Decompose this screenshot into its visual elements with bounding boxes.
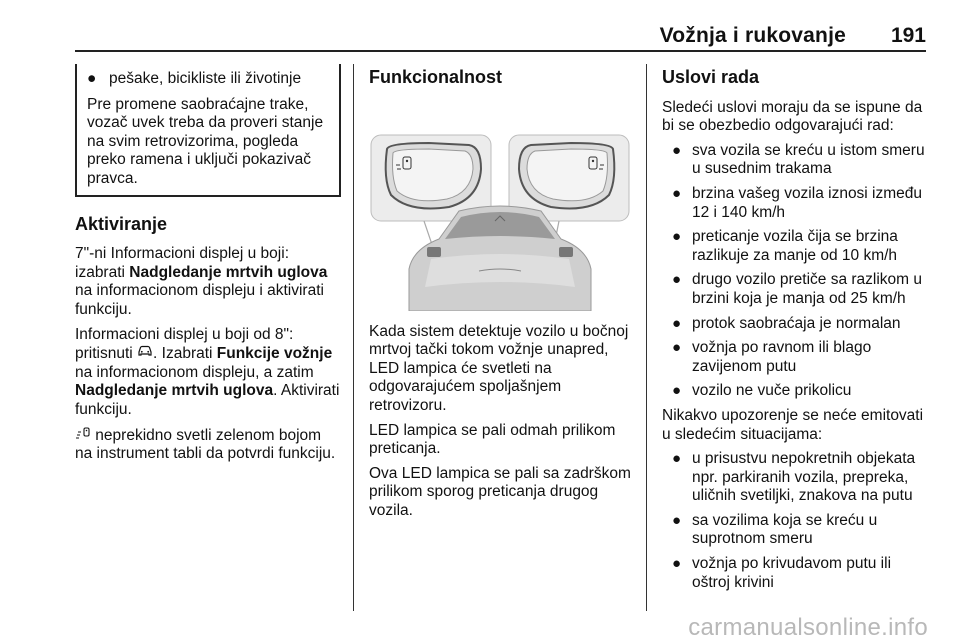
box-bullet-text: pešake, bicikliste ili životinje <box>109 70 302 87</box>
box-paragraph: Pre promene saobraćajne trake, vozač uvek treba da proveri stanje na svim retrovizorima, pogleda preko ramena i uključi pokazivač pravca. <box>87 95 324 187</box>
chapter-title: Vožnja i rukovanje <box>659 24 846 47</box>
mirror-illustration <box>369 99 631 311</box>
exceptions-list <box>662 450 928 592</box>
paragraph-function-1: Kada sistem detektuje vozilo u bočnoj mrtvoj tački tokom vožnje unapred, LED lampica će svetleti na odgovarajućem spoljašnjem retrovizoru. <box>369 322 629 414</box>
bullet-dot: ● <box>87 70 97 87</box>
column-divider-2 <box>646 64 647 611</box>
box-bullet-item <box>87 70 329 89</box>
heading-functionality: Funkcionalnost <box>369 67 503 87</box>
list-item: ● preticanje vozila čija se brzina razlikuje za manje od 10 km/h <box>672 228 898 264</box>
list-item: ● sva vozila se kreću u istom smeru u susednim trakama <box>672 141 925 178</box>
column-1 <box>75 64 341 470</box>
paragraph-8inch: Informacioni displej u boji od 8": pritisnuti . Izabrati Funkcije vožnje na informacionom displeju, a zatim Nadgledanje mrtvih uglova. Aktivirati funkciju. <box>75 325 340 418</box>
page-header <box>75 24 926 50</box>
header-rule <box>75 50 926 52</box>
list-item: ● vožnja po krivudavom putu ili oštroj krivini <box>672 555 892 591</box>
list-item: ● sa vozilima koja se kreću u suprotnom smeru <box>672 511 878 548</box>
column-divider-1 <box>353 64 354 611</box>
list-item: ● vožnja po ravnom ili blago zavijenom putu <box>672 339 872 375</box>
list-item: ● protok saobraćaja je normalan <box>672 314 901 332</box>
list-item: ● u prisustvu nepokretnih objekata npr. parkiranih vozila, prepreka, uličnih svetiljki, znakova na putu <box>672 450 916 505</box>
paragraph-function-3: Ova LED lampica se pali sa zadrškom prilikom sporog preticanja drugog vozila. <box>369 464 631 519</box>
conditions-intro: Sledeći uslovi moraju da se ispune da bi se obezbedio odgovarajući rad: <box>662 98 923 135</box>
car-settings-icon <box>137 344 153 363</box>
list-item: ● brzina vašeg vozila iznosi između 12 i 140 km/h <box>672 184 923 221</box>
warning-box <box>75 64 341 197</box>
page-number: 191 <box>890 24 926 47</box>
paragraph-function-2: LED lampica se pali odmah prilikom preticanja. <box>369 421 616 458</box>
column-3 <box>662 64 928 598</box>
list-item: ● drugo vozilo pretiče sa razlikom u brzini koja je manja od 25 km/h <box>672 271 923 307</box>
exceptions-intro: Nikakvo upozorenje se neće emitovati u sledećim situacijama: <box>662 406 924 443</box>
heading-conditions: Uslovi rada <box>662 67 760 87</box>
paragraph-indicator: neprekidno svetli zelenom bojom na instrument tabli da potvrdi funkciju. <box>75 426 336 463</box>
paragraph-7inch: 7"-ni Informacioni displej u boji: izabrati Nadgledanje mrtvih uglova na informacionom displeju i aktivirati funkciju. <box>75 245 328 318</box>
list-item: ● vozilo ne vuče prikolicu <box>672 382 852 400</box>
heading-activation: Aktiviranje <box>75 213 168 234</box>
conditions-list <box>662 142 928 401</box>
blind-spot-indicator-icon <box>75 426 91 445</box>
watermark: carmanualsonline.info <box>688 614 928 641</box>
column-2 <box>369 64 635 527</box>
